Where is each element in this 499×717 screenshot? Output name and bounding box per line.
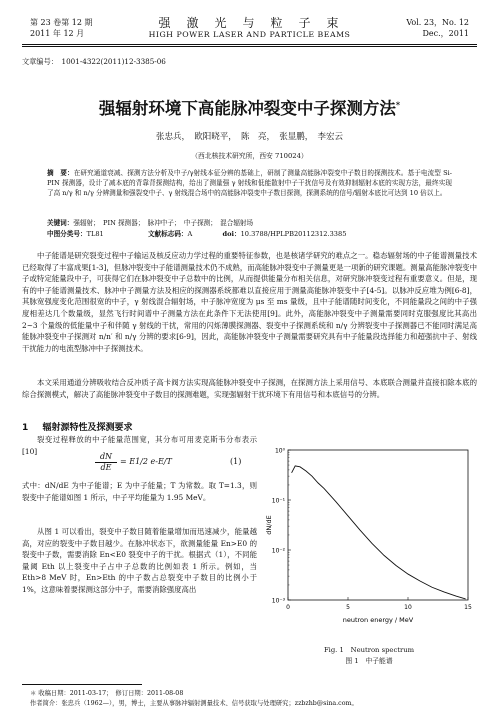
clc-label: 中图分类号： (47, 230, 87, 238)
journal-title-en: HIGH POWER LASER AND PARTICLE BEAMS (148, 30, 351, 39)
plot-frame (288, 450, 468, 600)
intro-paragraph-2 (22, 377, 477, 400)
section-1-paragraph-3-text: 从图 1 可以看出，裂变中子数目随着能量增加而迅速减少，能量越高，对应的裂变中子数目越少。在脉冲状态下，欲测量能量 En>E0 的裂变中子数，需要消除 En<E0 裂变中子的干扰。根据式（1），不同能量阈 Eth 以上裂变中子占中子总数的比例如表 1 所示。例如，当 Eth>8 MeV 时，En>Eth 的中子数占总裂变中子数目的比例小于 1%，这意味着要探测这部分中子，需要消除强度高出 (22, 527, 257, 594)
eq-denominator: dE (100, 463, 112, 472)
paper-title-text: 强辐射环境下高能脉冲裂变中子探测方法 (98, 99, 396, 118)
clc-value: TL81 (86, 230, 104, 238)
figure-1-caption-cn: 图 1 中子能谱 (345, 657, 393, 665)
title-footnote-mark: * (395, 99, 401, 110)
authors: 张忠兵， 欧阳晓平， 陈 亮， 张显鹏， 李宏云 (155, 132, 343, 142)
x-axis-label: neutron energy / MeV (342, 616, 414, 624)
footnote-rule (22, 684, 142, 685)
y-tick-label: 10⁻¹ (271, 497, 285, 505)
volume-issue-en: Vol. 23，No. 12 (406, 18, 469, 27)
abstract-text: 在研究通道衰减、探测方法分析及中子/γ射线本征分辨的基础上，研制了测量高能脉冲裂变中子数目的探测技术。基于电流型 Si-PIN 探测器，设计了减本底的背靠背探测结构，给出了测量强 γ 射线和低能散射中子干扰信号及有效抑制辐射本底的实现方法，最终实现了高 n/γ 和 n/γ 分辨测量和强裂变中子、γ 射线混合场中的高能脉冲裂变中子数目探测，探测系统的信号/辐射本底比可达到 10 倍以上。 (47, 169, 452, 197)
paper-title (0, 95, 499, 119)
y-tick-label: 10⁻² (271, 547, 285, 555)
volume-issue-cn: 第 23 卷第 12 期 (30, 18, 93, 27)
eq-numerator: dN (95, 452, 117, 463)
keywords-label: 关键词： (47, 219, 74, 227)
keywords (47, 218, 452, 228)
y-tick-label: 10⁰ (274, 447, 285, 455)
abstract (47, 168, 452, 198)
x-tick-label: 15 (464, 604, 472, 611)
x-ticks (286, 597, 472, 611)
x-tick-label: 5 (346, 604, 350, 611)
section-1-paragraph-2 (22, 480, 257, 503)
equation-number: (1) (230, 457, 242, 466)
date-en: Dec.，2011 (422, 29, 469, 38)
figure-1-caption-en: Fig. 1 Neutron spectrum (323, 646, 415, 654)
article-number: 文章编号： 1001-4322(2011)12-3385-06 (22, 57, 166, 66)
section-1-paragraph-3 (22, 526, 257, 596)
doc-code-label: 文献标志码： (147, 230, 188, 238)
doc-code-value: A (187, 230, 193, 238)
date-cn: 2011 年 12 月 (30, 29, 85, 38)
doi-label: doi： (222, 230, 241, 238)
equation-rhs: = E1/2 e-E/T (120, 457, 172, 466)
y-axis-label: dN/dE (265, 515, 273, 535)
header-rule-2 (22, 46, 477, 47)
section-1-title: 辐射源特性及探测要求 (42, 423, 133, 433)
section-1-paragraph-1 (22, 434, 257, 457)
section-1-paragraph-1-text: 裂变过程释放的中子能量范围宽，其分布可用麦克斯韦分布表示[10] (22, 435, 257, 456)
keywords-text: 强辐射； PIN 探测器； 脉冲中子； 中子探测； 混合辐射场 (73, 219, 254, 227)
intro-paragraph-text: 中子能谱是研究裂变过程中子输运及核反应动力学过程的重要特征参数，也是核诸学研究的难点之一。稳态辐射场的中子能谱测量技术已经取得了丰富成果[1-3]，但脉冲裂变中子能谱测量技术仍不成熟，而高能脉冲裂变中子测量更是一项新的研究课题。测量高能脉冲裂变中子或特定能量段中子，可获得它们在脉冲裂变中子总数中的比例，从而提供能量分布相关信息，对研究脉冲裂变过程有重要意义。但是，现有的中子能谱测量技术、脉冲中子测量方法及相应的探测器系统都难以直接应用于测量高能脉冲裂变中子[4-5]。以脉冲反应堆为例[6-8]，其脉宽强度变化范围很宽的中子，γ 射线混合辐射场，中子脉冲宽度为 μs 至 ms 量级，且中子能谱随时间变化，不同能量段之间的中子强度相差达几个数量级，显然飞行时间谱中子测量方法在此条件下无法使用[9]。此外，高能脉冲裂变中子测量需要同时克服强度比其高出 2~3 个量级的低能量中子和伴随 γ 射线的干扰，常用的闪烁薄膜探测器、裂变中子探测系统和 n/γ 分辨裂变中子探测器已不能同时满足高能脉冲裂变中子探测对 n/n′ 和 n/γ 分辨的要求[6-9]，因此，高能脉冲裂变中子测量需要研究具有中子能量段选择能力和超强抗中子、射线干扰能力的电流型脉冲中子探测技术。 (22, 251, 477, 353)
classification-line (47, 229, 467, 239)
x-tick-label: 0 (286, 604, 290, 611)
section-1-paragraph-2-text: 式中：dN/dE 为中子能谱；E 为中子能量；T 为常数。取 T=1.3，则裂变中子能谱如图 1 所示，中子平均能量为 1.95 MeV。 (22, 481, 257, 502)
intro-paragraph-2-text: 本文采用通道分辨吸收结合反冲质子高卡阀方法实现高能脉冲裂变中子探测，在探测方法上采用信号、本底联合测量并直接扣除本底的综合探测模式，解决了高能脉冲裂变中子数目的探测难题，实现强辐射干扰环境下有用信号和本底信号的分辨。 (22, 378, 477, 399)
x-tick-label: 10 (404, 604, 412, 611)
spectrum-curve (292, 466, 466, 599)
footnote-author: 作者简介：张忠兵（1962—），男，博士，主要从事脉冲辐射测量技术、信号获取与处理研究；zzbzhb@sina.com。 (30, 700, 358, 707)
section-1-heading (22, 420, 133, 433)
header-rule (22, 44, 477, 45)
abstract-label: 摘 要： (47, 169, 74, 177)
neutron-spectrum-chart (262, 444, 476, 640)
journal-title-cn: 强 激 光 与 粒 子 束 (158, 16, 341, 30)
section-1-number: 1 (22, 423, 29, 433)
y-tick-label: 10⁻³ (271, 597, 285, 605)
intro-paragraph (22, 250, 477, 354)
footnote-received: ＊ 收稿日期：2011-03-17； 修订日期：2011-08-08 (30, 690, 184, 697)
equation-fraction (95, 452, 117, 473)
affiliation: （西北核技术研究所，西安 710024） (191, 152, 308, 160)
doi-value: 10.3788/HPLPB20112312.3385 (240, 230, 347, 238)
